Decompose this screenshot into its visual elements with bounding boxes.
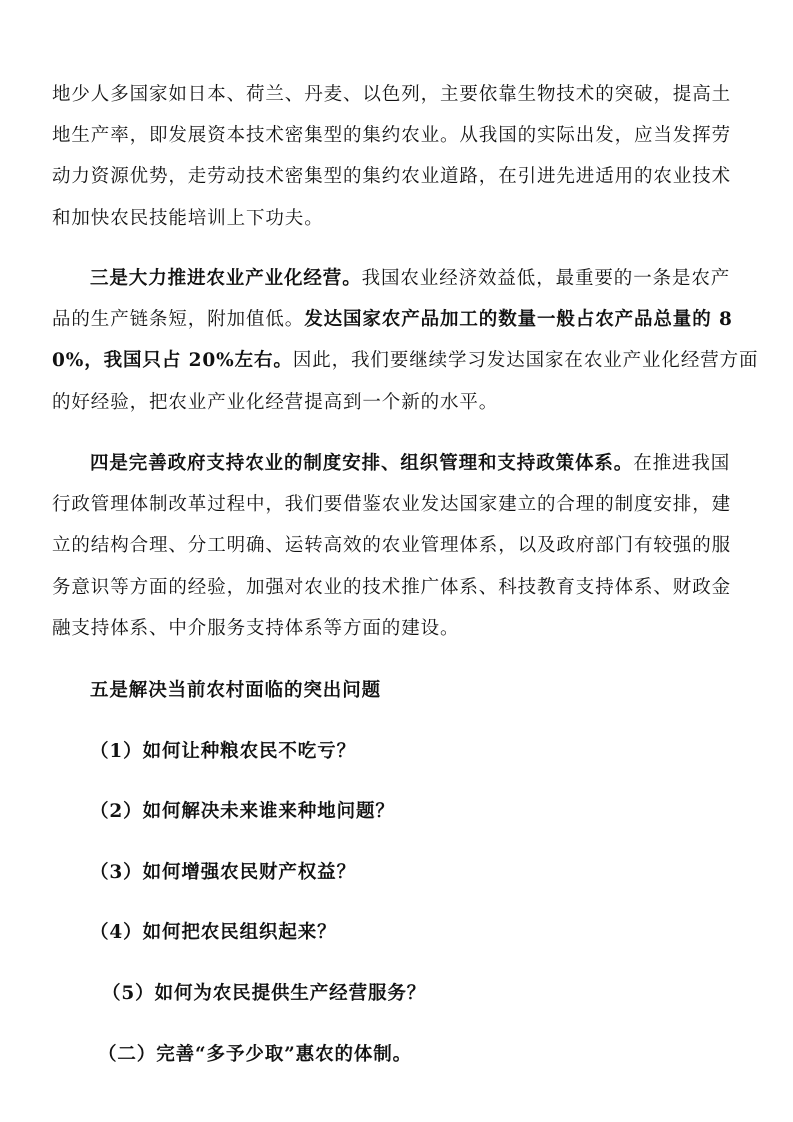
- paragraph-1-line-3: 动力资源优势，走劳动技术密集型的集约农业道路，在引进先进适用的农业技术: [52, 166, 732, 187]
- paragraph-2-line-4: 的好经验，把农业产业化经营提高到一个新的水平。: [52, 392, 499, 413]
- paragraph-1-line-2: 地生产率，即发展资本技术密集型的集约农业。从我国的实际出发，应当发挥劳: [52, 125, 732, 146]
- paragraph-3-line-4: 务意识等方面的经验，加强对农业的技术推广体系、科技教育支持体系、财政金: [52, 577, 732, 598]
- paragraph-1-line-1: 地少人多国家如日本、荷兰、丹麦、以色列，主要依靠生物技术的突破，提高土: [52, 84, 732, 105]
- paragraph-2-text: 我国农业经济效益低，最重要的一条是农产: [361, 268, 731, 289]
- question-item-2: （2）如何解决未来谁来种地问题？: [90, 801, 395, 822]
- paragraph-2-emphasis: 发达国家农产品加工的数量一般占农产品总量的 8: [304, 309, 733, 330]
- question-item-4: （4）如何把农民组织起来？: [90, 922, 337, 943]
- question-item-5: （5）如何为农民提供生产经营服务？: [102, 983, 427, 1004]
- paragraph-2-line-1: [90, 264, 730, 290]
- paragraph-2-text: 品的生产链条短，附加值低。: [52, 309, 305, 330]
- paragraph-3-line-2: 行政管理体制改革过程中，我们要借鉴农业发达国家建立的合理的制度安排，建: [52, 494, 732, 515]
- paragraph-3-line-5: 融支持体系、中介服务支持体系等方面的建设。: [52, 618, 460, 639]
- subsection-heading: （二）完善“多予少取”惠农的体制。: [98, 1044, 413, 1065]
- question-item-3: （3）如何增强农民财产权益？: [90, 862, 356, 883]
- question-item-1: （1）如何让种粮农民不吃亏？: [90, 741, 356, 762]
- paragraph-2-emphasis: 0%，我国只占 20%左右。: [52, 350, 293, 371]
- paragraph-2-line-2: [52, 305, 733, 331]
- paragraph-2-heading: 三是大力推进农业产业化经营。: [90, 268, 362, 289]
- paragraph-3-heading: 四是完善政府支持农业的制度安排、组织管理和支持政策体系。: [90, 453, 634, 474]
- paragraph-2-line-3: [52, 346, 758, 372]
- paragraph-1-line-4: 和加快农民技能培训上下功夫。: [52, 208, 324, 229]
- paragraph-3-line-1: [90, 449, 730, 475]
- paragraph-3-line-3: 立的结构合理、分工明确、运转高效的农业管理体系，以及政府部门有较强的服: [52, 535, 732, 556]
- paragraph-2-text: 因此，我们要继续学习发达国家在农业产业化经营方面: [292, 350, 759, 371]
- section-heading-5: 五是解决当前农村面临的突出问题: [90, 680, 382, 701]
- paragraph-3-text: 在推进我国: [633, 453, 731, 474]
